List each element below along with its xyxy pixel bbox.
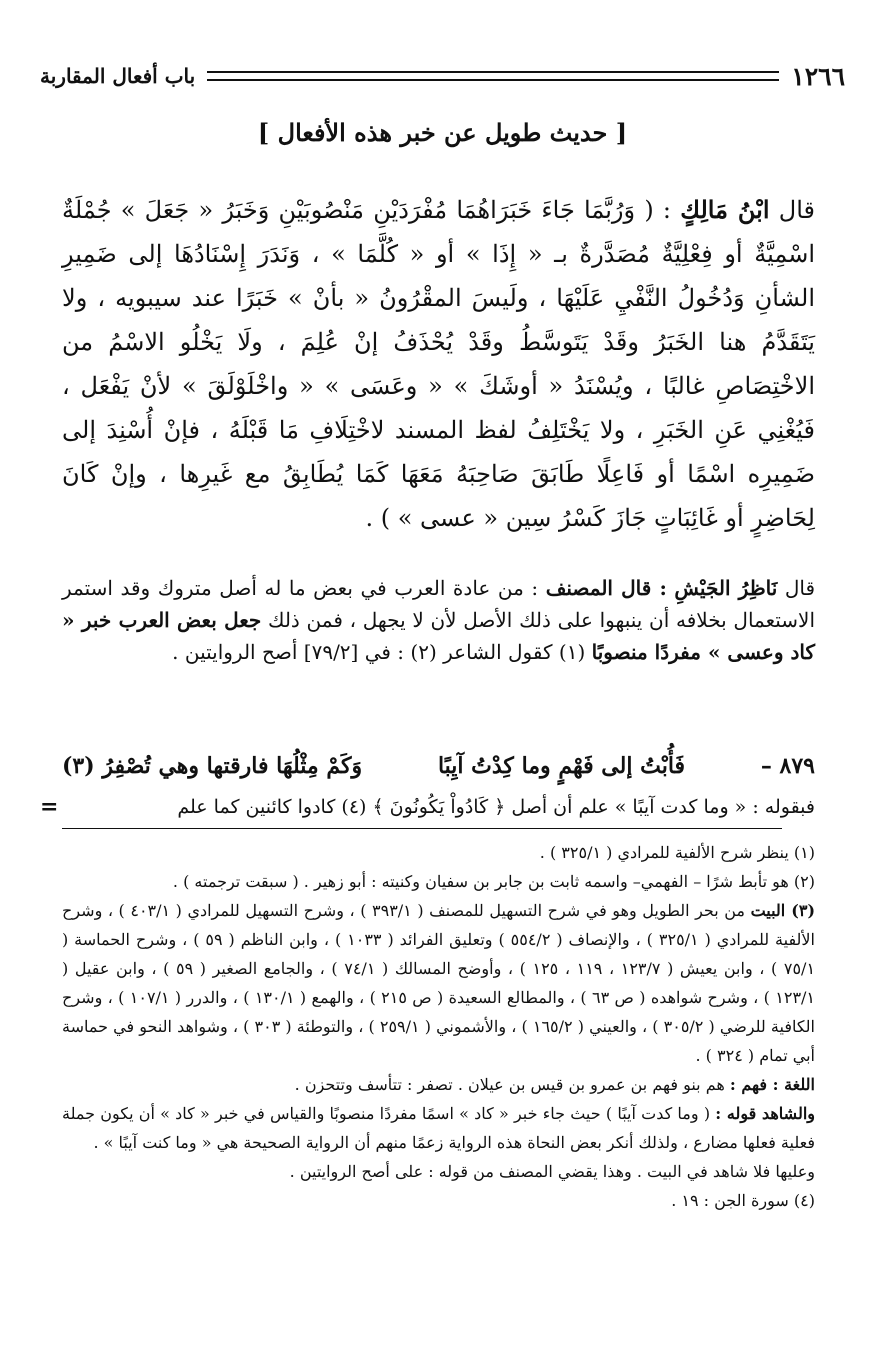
continuation-text: فبقوله : « وما كدت آيبًا » علم أن أصل ﴿ كَادُواْ يَكُونُونَ ﴾ (٤) كادوا كائنين كما علم xyxy=(177,796,815,818)
sharh-text-2: (١) كقول الشاعر (٢) : في [٧٩/٢] أصح الروايتين . xyxy=(172,640,586,664)
header-rule xyxy=(207,71,779,81)
page-number: ١٢٦٦ xyxy=(791,61,845,91)
sharh-author-name: نَاظِرُ الجَيْشِ xyxy=(674,576,778,600)
footnote-4 xyxy=(62,1186,815,1215)
footnote-text: (٤) سورة الجن : ١٩ . xyxy=(671,1191,815,1210)
matn-text: : ( وَرُبَّمَا جَاءَ خَبَرَاهُمَا مُفْرَدَيْنِ مَنْصُوبَيْنِ وَخَبَرُ « جَعَلَ » جُمْلَةٌ اسْمِيَّةٌ أو فِعْلِيَّةٌ مُصَدَّرةٌ بـ « إِذَا » أو « كُلَّمَا » ، وَنَدَرَ إِسْنَادُهَا إلى ضَمِيرِ الشأنِ وَدُخُولُ النَّفْيِ عَلَيْهَا ، ولَيسَ المقْرُونُ « بأنْ » خَبَرًا عند سيبويه ، ولا يَتَقَدَّمُ هنا الخَبَرُ وقَدْ يَتَوسَّطُ وقَدْ يُحْذَفُ إنْ عُلِمَ ، ولَا يَخْلُو الاسْمُ من الاخْتِصَاصِ غالبًا ، ويُسْنَدُ « أوشَكَ » « وعَسَى » « واخْلَوْلَقَ » لأنْ يَفْعَل ، فَيُغْنِي عَنِ الخَبَرِ ، ولا يَخْتَلِفُ لفظ المسند لاخْتِلَافِ مَا قَبْلَهُ ، فإنْ أُسْنِدَ إلى ضَمِيرِه اسْمًا أو فَاعِلًا طَابَقَ صَاحِبَهُ مَعَهَا كَمَا يُطَابِقُ مع غَيرِها ، وإنْ كَانَ لِحَاضِرٍ أو غَائِبَاتٍ جَازَ كَسْرُ سِين « عسى » ) . xyxy=(62,196,816,532)
footnote-3 xyxy=(62,896,815,1070)
footnote-note xyxy=(62,1157,815,1186)
footnotes xyxy=(62,838,815,1215)
footnote-text: من بحر الطويل وهو في شرح التسهيل للمصنف ( ٣٩٣/١ ) ، وشرح التسهيل للمرادي ( ٤٠٣/١ ) ، وشرح الألفية للمرادي ( ٣٢٥/١ ) ، والإنصاف ( ٥٥٤/٢ ) وتعليق الفرائد ( ١٠٣٣ ) ، وابن الناظم ( ٥٩ ) ، وشرح الحماسة ( ٧٥/١ ) ، وابن يعيش ( ١٢٣/٧ ، ١١٩ ، ١٢٥ ) ، وأوضح المسالك ( ٧٤/١ ) ، والجامع الصغير ( ٥٩ ) ، وابن عقيل ( ١٢٣/١ ) ، وشرح شواهده ( ص ٦٣ ) ، والمطالع السعيدة ( ص ٢١٥ ) ، والهمع ( ١٣٠/١ ) ، والدرر ( ١٠٧/١ ) ، وشرح الكافية للرضي ( ٣٠٥/٢ ) ، والعيني ( ١٦٥/٢ ) ، والأشموني ( ٢٥٩/١ ) ، والتوطئة ( ٣٠٣ ) ، وشواهد النحو في حماسة أبي تمام ( ٣٢٤ ) . xyxy=(62,901,816,1065)
sharh-label: : قال المصنف xyxy=(545,576,667,600)
matn-intro: قال xyxy=(778,196,815,224)
footnote-separator xyxy=(62,828,782,829)
footnote-label: (٣) البيت xyxy=(750,901,816,920)
second-hemistich: وَكَمْ مِثْلُهَا فارقتها وهي تُصْفِرُ (٣) xyxy=(62,753,363,779)
poetry-verse xyxy=(62,746,815,786)
matn-paragraph xyxy=(62,188,815,540)
running-header xyxy=(40,56,845,96)
continuation-mark: = xyxy=(40,794,59,820)
verse-number: ٨٧٩ – xyxy=(760,753,815,779)
first-hemistich: فَأُبْتُ إلى فَهْمٍ وما كِدْتُ آيِبًا xyxy=(437,753,686,779)
sharh-bold-phrase: جعل بعض العرب خبر « كاد وعسى » مفردًا منصوبًا xyxy=(62,608,815,664)
sharh-paragraph xyxy=(62,572,815,668)
footnote-language xyxy=(62,1070,815,1099)
footnote-label: والشاهد قوله : xyxy=(715,1104,815,1123)
sharh-text-1: : من عادة العرب في بعض ما له أصل متروك وقد استمر الاستعمال بخلافه أن ينبهوا على ذلك الأصل لأن لا يجهل ، فمن ذلك xyxy=(62,576,816,632)
footnote-text: هم بنو فهم بن عمرو بن قيس بن عيلان . تصفر : تتأسف وتتحزن . xyxy=(294,1075,725,1094)
footnote-text: ( وما كدت آيبًا ) حيث جاء خبر « كاد » اسمًا مفردًا منصوبًا والقياس في خبر « كاد » أن يكون جملة فعلية فعلها مضارع ، ولذلك أنكر بعض النحاة هذه الرواية زعمًا منهم أن الرواية الصحيحة هي « وما كنت آيبًا » . xyxy=(62,1104,815,1152)
section-title: باب أفعال المقاربة xyxy=(40,64,196,88)
section-heading: [ حديث طويل عن خبر هذه الأفعال ] xyxy=(257,118,628,147)
footnote-text: (٢) هو تأبط شرًا – الفهمي– واسمه ثابت بن جابر بن سفيان وكنيته : أبو زهير . ( سبقت ترجمته ) . xyxy=(172,872,815,891)
sharh-intro: قال xyxy=(784,576,816,600)
footnote-2 xyxy=(62,867,815,896)
continuation-line xyxy=(40,790,815,824)
footnote-1 xyxy=(62,838,815,867)
matn-author-name: ابْنُ مَالِكٍ xyxy=(680,195,770,224)
footnote-evidence xyxy=(62,1099,815,1157)
footnote-label: اللغة : فهم : xyxy=(729,1075,815,1094)
footnote-text: وعليها فلا شاهد في البيت . وهذا يقضي المصنف من قوله : على أصح الروايتين . xyxy=(289,1162,815,1181)
footnote-text: (١) ينظر شرح الألفية للمرادي ( ٣٢٥/١ ) . xyxy=(539,843,815,862)
